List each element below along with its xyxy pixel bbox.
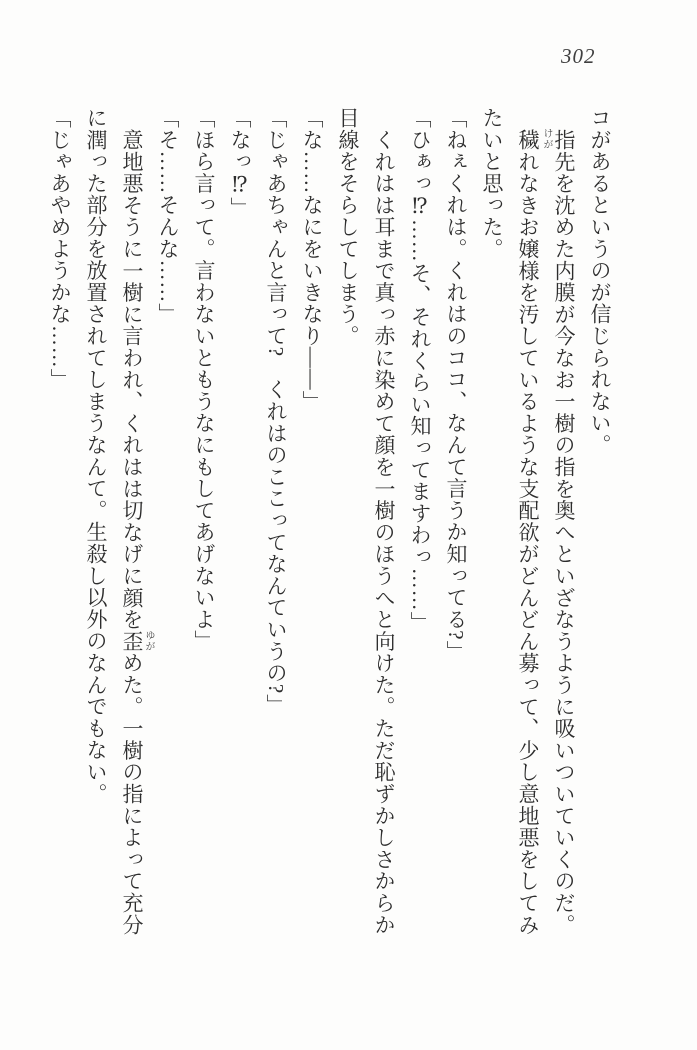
text-column: 目線をそらしてしまう。 [336,107,360,347]
text-column: 「ねぇくれは。くれはのココ、なんて言うか知ってる?」 [444,107,468,663]
text-column: コがあるというのが信じられない。 [588,107,612,456]
furigana-kega: けが [541,128,552,150]
text-column: 「じゃあやめようかな……」 [48,107,72,391]
text-column: 「じゃあちゃんと言って? くれはのここってなんていうの?」 [264,107,288,716]
text-column: 「そ……そんな……」 [156,107,180,325]
text-column: 「ひぁっ⁉……そ、それくらい知ってますわっ……」 [408,107,432,634]
text-column: に潤った部分を放置されてしまうなんて。生殺し以外のなんでもない。 [84,107,108,805]
furigana-yuga: ゆが [143,630,154,652]
vertical-text-block [42,107,618,945]
text-column: 意地悪そうに一樹に言われ、くれはは切なげに顔を歪めた。一樹の指によって充分 [120,129,144,936]
text-column: 指先を沈めた内膜が今なお一樹の指を奥へといざなうように吸いついていくのだ。 [552,129,576,936]
text-column: くれはは耳まで真っ赤に染めて顔を一樹のほうへと向けた。ただ恥ずかしさからか [372,129,396,936]
text-column: 「ほら言って。言わないともうなにもしてあげないよ」 [192,107,216,652]
text-column: たいと思った。 [480,107,504,260]
page-number: 302 [561,44,596,68]
text-column: 「な……なにをいきなり――」 [300,107,324,413]
text-column: 「なっ⁉」 [228,107,252,219]
text-column: 穢れなきお嬢様を汚しているような支配欲がどんどん募って、少し意地悪をしてみ [516,129,540,936]
